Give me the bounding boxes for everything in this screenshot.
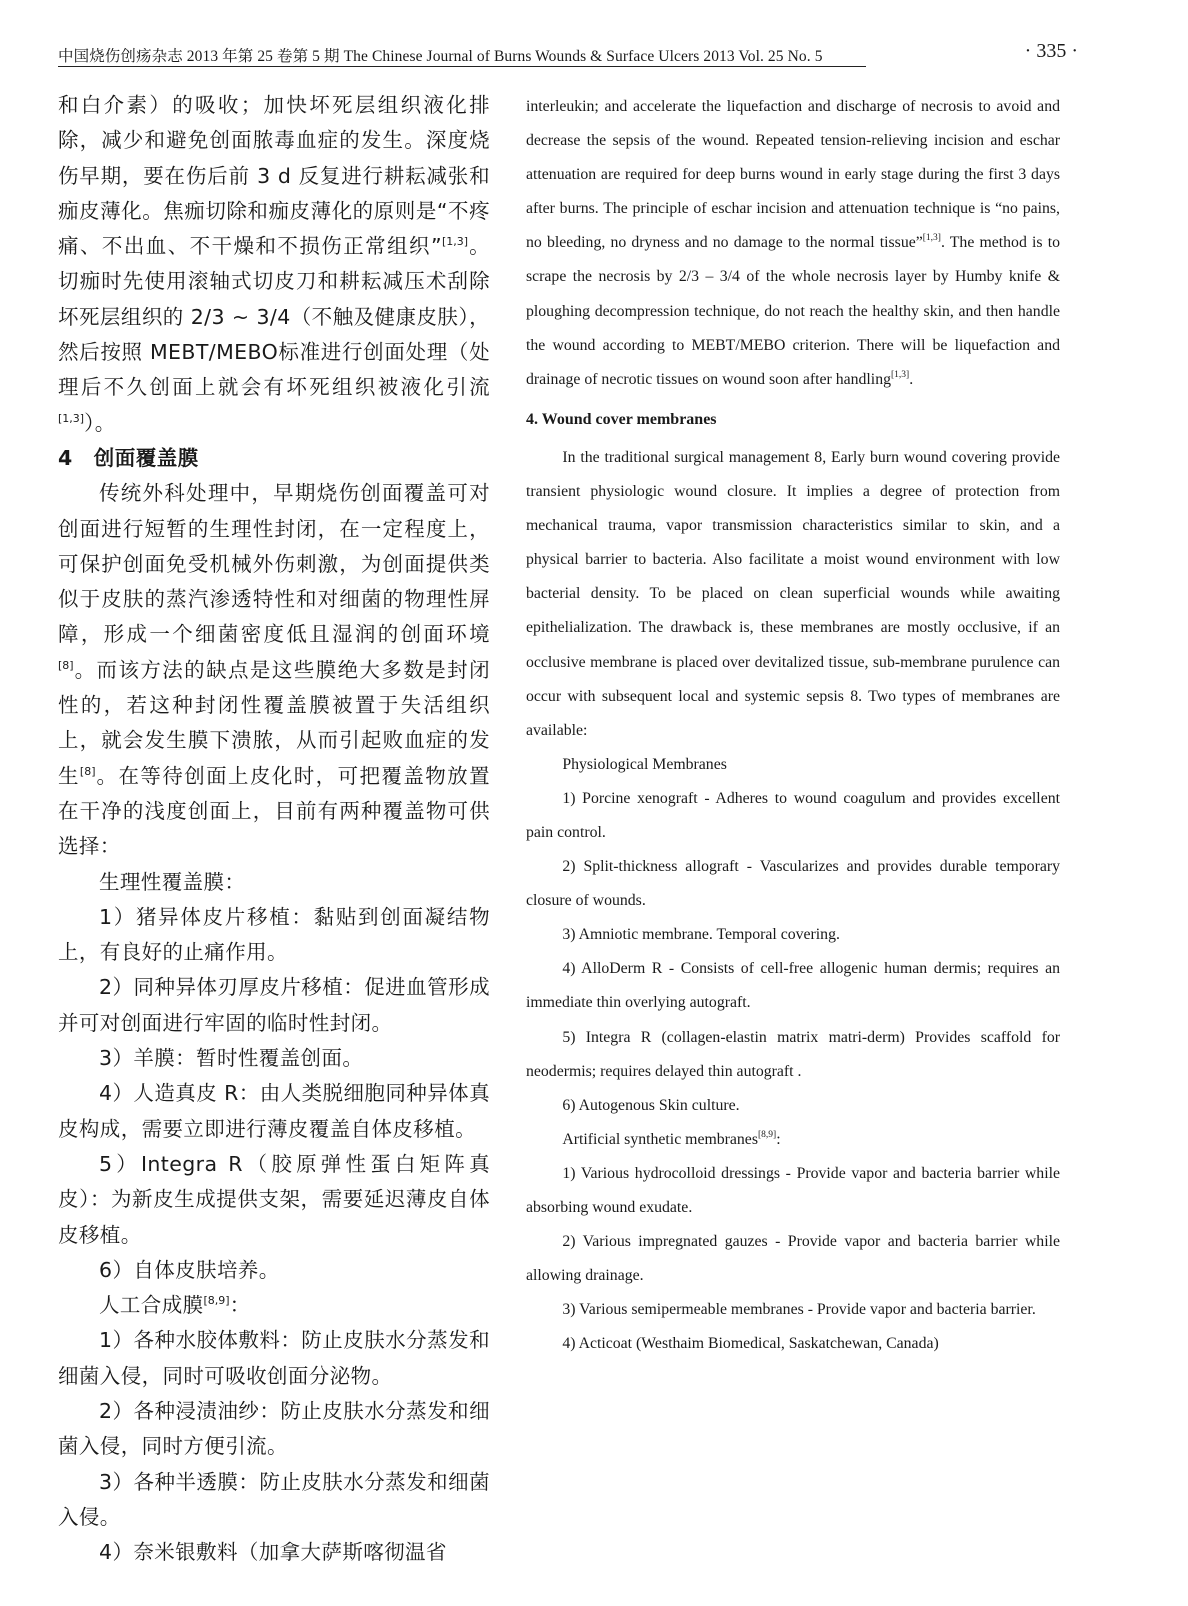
cn-list-label (58, 1288, 490, 1323)
en-list-item: 1) Various hydrocolloid dressings - Provide vapor and bacteria barrier while absorbing wound exudate. (526, 1164, 1060, 1216)
en-text: : (776, 1130, 781, 1148)
en-text: . The method is to scrape the necrosis by 2/3 – 3/4 of the whole necrosis layer by Humby knife & ploughing decompression technique, do not reach the healthy skin, and then handle the wound according to MEBT/MEBO criterion. There will be liquefaction and drainage of necrotic tissues on wound soon after handling (526, 234, 1060, 388)
cn-list-item: 4）人造真皮 R：由人类脱细胞同种异体真皮构成，需要立即进行薄皮覆盖自体皮移植。 (58, 1081, 490, 1141)
cn-list-item: 1）各种水胶体敷料：防止皮肤水分蒸发和细菌入侵，同时可吸收创面分泌物。 (58, 1328, 490, 1388)
en-citation: [8,9] (757, 1129, 777, 1140)
cn-text: 人工合成膜 (99, 1293, 204, 1318)
cn-list-item: 5）Integra R（胶原弹性蛋白矩阵真皮）：为新皮生成提供支架，需要延迟薄皮自体皮移植。 (58, 1151, 490, 1247)
header-rule (58, 66, 866, 67)
cn-text: ： (229, 1293, 251, 1318)
en-list-item: 4) AlloDerm R - Consists of cell-free allogenic human dermis; requires an immediate thin overlying autograft. (526, 960, 1060, 1012)
cn-paragraph-2 (58, 476, 490, 864)
chinese-column (58, 88, 490, 1570)
cn-citation: [8,9] (203, 1294, 230, 1308)
en-text: interleukin; and accelerate the liquefaction and discharge of necrosis to avoid and decrease the sepsis of the wound. Repeated tension-relieving incision and eschar attenuation are required for deep burns wound in early stage during the first 3 days after burns. The principle of eschar incision and attenuation technique is “no pains, no bleeding, no dryness and no damage to the normal tissue” (526, 98, 1060, 252)
cn-citation: [1,3] (58, 411, 85, 425)
cn-list-item: 3）各种半透膜：防止皮肤水分蒸发和细菌入侵。 (58, 1469, 490, 1529)
en-section-heading: 4. Wound cover membranes (526, 410, 717, 428)
cn-list-item: 3）羊膜：暂时性覆盖创面。 (99, 1046, 364, 1071)
en-paragraph-1 (526, 90, 1060, 397)
cn-text: 。切痂时先使用滚轴式切皮刀和耕耘减压术刮除坏死层组织的 2/3 ~ 3/4（不触及健康皮肤），然后按照 MEBT/MEBO标准进行创面处理（处理后不久创面上就会有坏死组织被液化引流 (58, 234, 490, 400)
running-header (58, 40, 1078, 70)
en-text: Artificial synthetic membranes (562, 1130, 758, 1148)
en-list-item: 3) Amniotic membrane. Temporal covering. (562, 926, 840, 944)
en-list-label: Physiological Membranes (562, 755, 727, 773)
cn-text: 。而该方法的缺点是这些膜绝大多数是封闭性的，若这种封闭性覆盖膜被置于失活组织上，就会发生膜下溃脓，从而引起败血症的发生 (58, 657, 490, 788)
cn-list-item: 6）自体皮肤培养。 (99, 1257, 280, 1282)
en-paragraph-2: In the traditional surgical management 8, Early burn wound covering provide transient physiologic wound closure. It implies a degree of protection from mechanical trauma, vapor transmission characteristics similar to skin, and a physical barrier to bacteria. Also facilitate a moist wound environment with low bacterial density. To be placed on clean superficial wounds while awaiting epithelialization. The drawback is, these membranes are mostly occlusive, if an occlusive membrane is placed over devitalized tissue, sub-membrane purulence can occur with subsequent local and systemic sepsis 8. Two types of membranes are available: (526, 448, 1060, 739)
cn-section-heading: 4 创面覆盖膜 (58, 445, 199, 470)
en-list-item: 2) Various impregnated gauzes - Provide vapor and bacteria barrier while allowing drainage. (526, 1233, 1060, 1285)
en-text: . (909, 370, 914, 388)
cn-citation: [1,3] (441, 235, 469, 249)
english-column (526, 90, 1060, 1361)
cn-text: 。在等待创面上皮化时，可把覆盖物放置在干净的浅度创面上，目前有两种覆盖物可供选择： (58, 763, 490, 859)
cn-list-item: 2）各种浸渍油纱：防止皮肤水分蒸发和细菌入侵，同时方便引流。 (58, 1398, 490, 1459)
en-citation: [1,3] (922, 233, 941, 244)
en-list-item: 6) Autogenous Skin culture. (562, 1096, 740, 1114)
cn-text: 传统外科处理中，早期烧伤创面覆盖可对创面进行短暂的生理性封闭，在一定程度上，可保护创面免受机械外伤刺激，为创面提供类似于皮肤的蒸汽渗透特性和对细菌的物理性屏障，形成一个细菌密度低且湿润的创面环境 (58, 481, 490, 647)
journal-citation: 中国烧伤创疡杂志 2013 年第 25 卷第 5 期 The Chinese Journal of Burns Wounds & Surface Ulcers 2013 Vol. 25 No. 5 (58, 48, 823, 65)
cn-citation: [8] (58, 658, 74, 672)
en-list-item: 1) Porcine xenograft - Adheres to wound coagulum and provides excellent pain control. (526, 789, 1060, 841)
en-list-item: 2) Split-thickness allograft - Vascularizes and provides durable temporary closure of wounds. (526, 858, 1060, 910)
cn-text: 和白介素）的吸收；加快坏死层组织液化排除，减少和避免创面脓毒血症的发生。深度烧伤早期，要在伤后前 3 d 反复进行耕耘减张和痂皮薄化。焦痂切除和痂皮薄化的原则是“不疼痛、不出血、不干燥和不损伤正常组织” (58, 93, 490, 259)
cn-paragraph-1 (58, 88, 490, 441)
en-citation: [1,3] (891, 369, 910, 380)
cn-list-label: 生理性覆盖膜： (99, 869, 246, 894)
en-list-item: 5) Integra R (collagen-elastin matrix matri-derm) Provides scaffold for neodermis; requires delayed thin autograft . (526, 1028, 1060, 1080)
en-list-label (526, 1123, 1060, 1157)
cn-list-item: 1）猪异体皮片移植：黏贴到创面凝结物上，有良好的止痛作用。 (58, 904, 490, 965)
page-number: · 335 · (1024, 40, 1078, 62)
cn-list-item: 4）奈米银敷料（加拿大萨斯喀彻温省 (99, 1540, 447, 1565)
cn-text: ）。 (84, 410, 116, 435)
cn-citation: [8] (79, 764, 96, 778)
en-list-item: 3) Various semipermeable membranes - Provide vapor and bacteria barrier. (562, 1301, 1036, 1319)
en-list-item: 4) Acticoat (Westhaim Biomedical, Saskatchewan, Canada) (562, 1335, 939, 1353)
cn-list-item: 2）同种异体刃厚皮片移植：促进血管形成并可对创面进行牢固的临时性封闭。 (58, 975, 490, 1035)
